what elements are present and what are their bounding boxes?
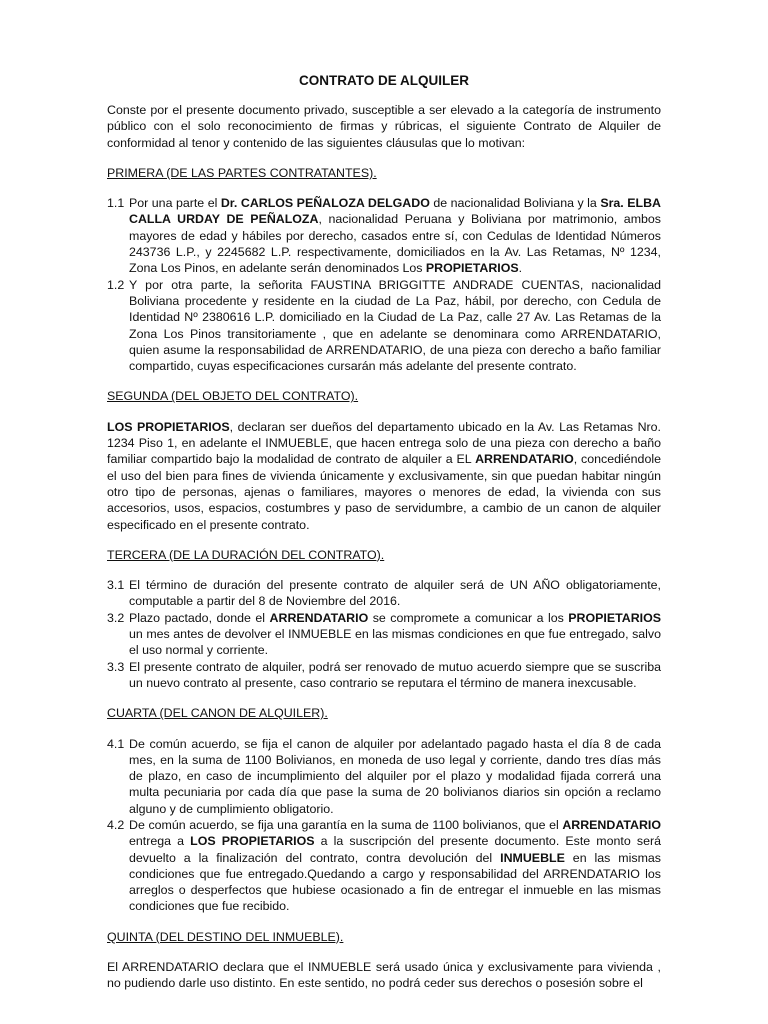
clause-number: 4.2 — [107, 817, 125, 832]
section-heading-primera: PRIMERA (DE LAS PARTES CONTRATANTES). — [107, 165, 377, 180]
clause-3-2 — [107, 610, 661, 659]
clause-text: Por una parte el Dr. CARLOS PEÑALOZA DELGADO de nacionalidad Boliviana y la Sra. ELBA CALLA URDAY DE PEÑALOZA, nacionalidad Peruana y Boliviana por matrimonio, ambos mayores de edad y hábiles por derecho, casados entre sí, con Cedulas de Identidad Números 243736 L.P., y 2245682 L.P. respectivamente, domiciliados en la Av. Las Retamas, Nº 1234, Zona Los Pinos, en adelante serán denominados Los PROPIETARIOS. — [129, 196, 661, 276]
clause-text: Y por otra parte, la señorita FAUSTINA BRIGGITTE ANDRADE CUENTAS, nacionalidad Boliviana procedente y residente en la ciudad de La Paz, hábil, por derecho, con Cedula de Identidad Nº 2380616 L.P. domiciliado en la Ciudad de La Paz, calle 27 Av. Las Retamas de la Zona Los Pinos transitoriamente , que en adelante se denominara como ARRENDATARIO, quien asume la responsabilidad de ARRENDATARIO, de una pieza con derecho a baño familiar compartido, cuyas especificaciones cursarán más adelante del presente contrato. — [129, 277, 661, 374]
intro-paragraph: Conste por el presente documento privado, susceptible a ser elevado a la categoría de instrumento público con el solo reconocimiento de firmas y rúbricas, el siguiente Contrato de Alquiler de conformidad al tenor y contenido de las siguientes cláusulas que lo motivan: — [107, 103, 661, 150]
quinta-paragraph: El ARRENDATARIO declara que el INMUEBLE será usado única y exclusivamente para vivienda , no pudiendo darle uso distinto. En este sentido, no podrá ceder sus derechos o posesión sobre el — [107, 960, 661, 991]
section-heading-cuarta: CUARTA (DEL CANON DE ALQUILER). — [107, 706, 328, 721]
clause-3-1 — [107, 577, 661, 610]
clause-text: De común acuerdo, se fija el canon de alquiler por adelantado pagado hasta el día 8 de cada mes, en la suma de 1100 Bolivianos, en moneda de uso legal y corriente, dando tres días más de plazo, en caso de incumplimiento del alquiler por el plazo y modalidad fijada correrá una multa pecuniaria por cada día que pase la suma de 20 bolivianos diarios sin opción a reclamo alguno y de cumplimiento obligatorio. — [129, 736, 661, 816]
clause-4-1 — [107, 736, 661, 817]
section-heading-tercera: TERCERA (DE LA DURACIÓN DEL CONTRATO). — [107, 547, 385, 562]
clause-1-2 — [107, 277, 661, 375]
clause-3-3 — [107, 659, 661, 692]
document-title: CONTRATO DE ALQUILER — [299, 73, 469, 88]
clause-text: El término de duración del presente contrato de alquiler será de UN AÑO obligatoriamente, computable a partir del 8 de Noviembre del 2016. — [129, 578, 661, 609]
segunda-paragraph: LOS PROPIETARIOS, declaran ser dueños del departamento ubicado en la Av. Las Retamas Nro. 1234 Piso 1, en adelante el INMUEBLE, que hacen entrega solo de una pieza con derecho a baño familiar compartido bajo la modalidad de contrato de alquiler a EL ARRENDATARIO, concediéndole el uso del bien para fines de vivienda únicamente y exclusivamente, sin que puedan habitar ningún otro tipo de personas, ajenas o familiares, mayores o menores de edad, la vivienda con sus accesorios, usos, espacios, costumbres y paso de servidumbre, a cambio de un canon de alquiler especificado en el presente contrato. — [107, 419, 661, 532]
section-heading-segunda: SEGUNDA (DEL OBJETO DEL CONTRATO). — [107, 389, 359, 404]
clause-text: Plazo pactado, donde el ARRENDATARIO se compromete a comunicar a los PROPIETARIOS un mes antes de devolver el INMUEBLE en las mismas condiciones en que fue entregado, salvo el uso normal y corriente. — [129, 610, 661, 658]
clause-text: De común acuerdo, se fija una garantía en la suma de 1100 bolivianos, que el ARRENDATARIO entrega a LOS PROPIETARIOS a la suscripción del presente documento. Este monto será devuelto a la finalización del contrato, contra devolución del INMUEBLE en las mismas condiciones que fue entregado.Quedando a cargo y responsabilidad del ARRENDATARIO los arreglos o desperfectos que hubiese ocasionado a fin de entregar el inmueble en las mismas condiciones que fue recibido. — [129, 817, 661, 914]
section-heading-quinta: QUINTA (DEL DESTINO DEL INMUEBLE). — [107, 929, 344, 944]
clause-text: El presente contrato de alquiler, podrá ser renovado de mutuo acuerdo siempre que se suscriba un nuevo contrato al presente, caso contrario se reputara el término de manera inexcusable. — [129, 659, 661, 690]
clause-number: 4.1 — [107, 736, 125, 751]
clause-number: 3.3 — [107, 659, 125, 674]
clause-1-1 — [107, 195, 661, 276]
clause-number: 1.2 — [107, 277, 125, 292]
clause-4-2 — [107, 817, 661, 915]
clause-number: 1.1 — [107, 196, 125, 211]
clause-number: 3.1 — [107, 578, 125, 593]
clause-number: 3.2 — [107, 610, 125, 625]
